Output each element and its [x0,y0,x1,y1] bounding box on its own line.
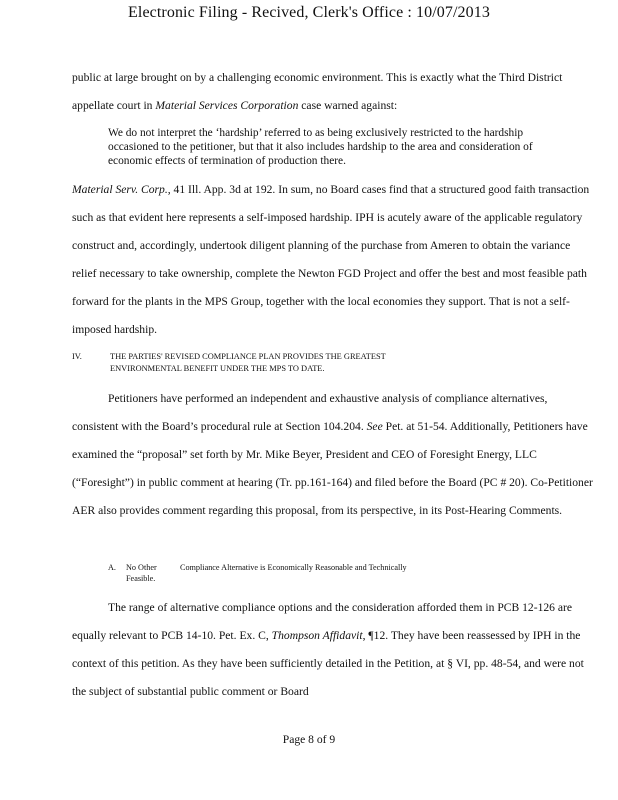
citation-material-serv: Material Serv. Corp., [72,183,171,196]
paragraph-self-imposed-hardship [72,176,596,344]
electronic-filing-header: Electronic Filing - Recived, Clerk's Office : 10/07/2013 [128,4,490,21]
subsection-number: A. [108,563,116,572]
paragraph-compliance-alternatives [72,385,596,525]
section-title-line-2: ENVIRONMENTAL BENEFIT UNDER THE MPS TO DATE. [110,364,325,373]
section-number: IV. [72,352,82,361]
p1-text-2: case warned against: [298,99,398,112]
page-number: Page 8 of 9 [282,733,336,746]
see-signal: See [366,420,383,433]
p4-text-1: The range of alternative compliance options and the consideration afforded them in PCB 12-126 are equally relevant to PCB 14-10. Pet. Ex. C, [72,601,573,642]
thompson-affidavit: Thompson Affidavit [271,629,363,642]
paragraph-range-of-alternatives [72,594,596,706]
p3-text-1: Petitioners have performed an independent and exhaustive analysis of compliance alternatives, consistent with the Board’s procedural rule at Section 104.204. [72,392,548,433]
p2-text-1: 41 Ill. App. 3d at 192. In sum, no Board cases find that a structured good faith transaction such as that evident here represents a self-imposed hardship. IPH is acutely aware of the applicable regulatory construct and, accordingly, undertook diligent planning of the purchase from Ameren to obtain the variance relief necessary to take ownership, complete the Newton FGD Project and offer the best and most feasible path forward for the plants in the MPS Group, together with the local economies they support. That is not a self- imposed hardship. [72,183,590,336]
p1-text-1: public at large brought on by a challenging economic environment. This is exactly what the Third District appellate court in [72,71,563,112]
section-title-line-1: THE PARTIES' REVISED COMPLIANCE PLAN PROVIDES THE GREATEST [110,352,386,361]
p3-text-2: Pet. at 51-54. Additionally, Petitioners have examined the “proposal” set forth by Mr. Mike Beyer, President and CEO of Foresight Energy, LLC (“Foresight”) in public comment at hearing (Tr. pp.161-164) and filed before the Board (PC # 20). Co-Petitioner AER also provides comment regarding this proposal, from its perspective, in its Post-Hearing Comments. [72,420,593,517]
block-quote: We do not interpret the ‘hardship’ referred to as being exclusively restricted to the hardship occasioned to the petitioner, but that it also includes hardship to the area and consideration of economic effects of termination of production there. [108,127,533,167]
p4-text-2: , ¶12. They have been reassessed by IPH in the context of this petition. As they have been sufficiently detailed in the Petition, at § VI, pp. 48-54, and were not the subject of substantial public comment or Board [72,629,584,698]
paragraph-hardship-intro [72,64,596,120]
section-title [110,351,510,375]
subsection-title-part-2: Compliance Alternative is Economically Reasonable and Technically [180,563,407,572]
subsection-title-part-1: No Other Feasible. [126,563,157,583]
case-name-material-services: Material Services Corporation [155,99,299,112]
